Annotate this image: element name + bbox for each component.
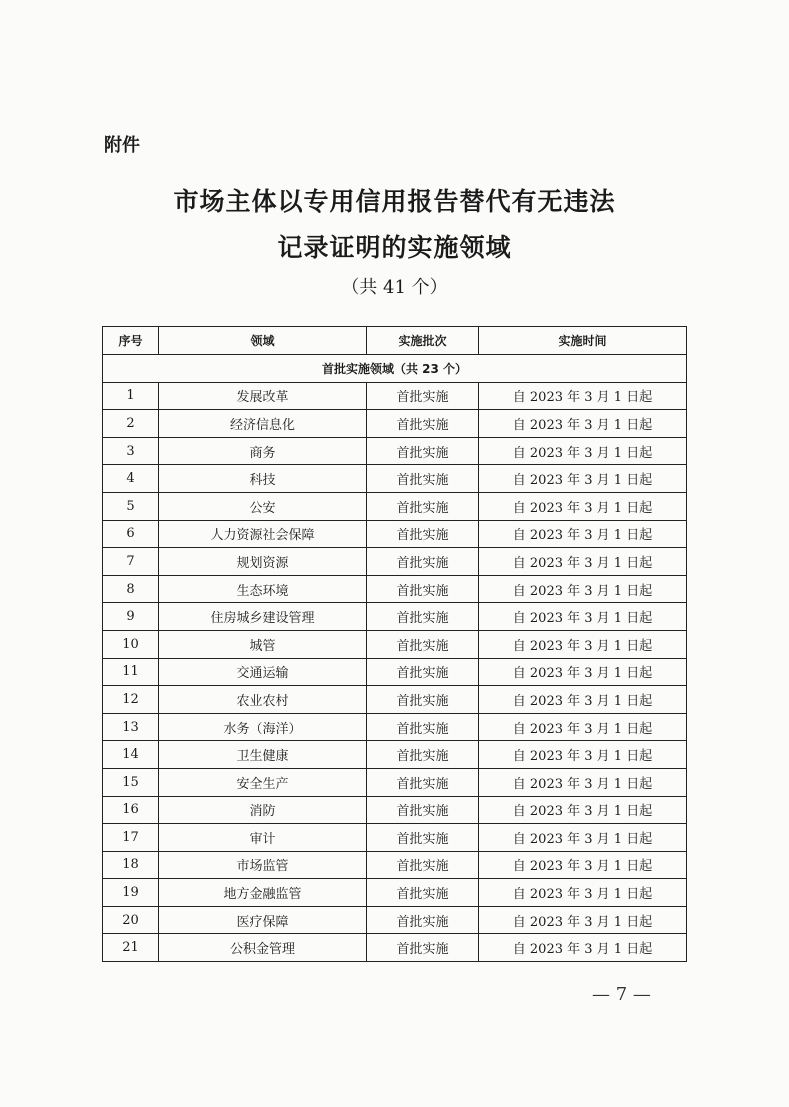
table-row [103, 465, 687, 493]
cell-time: 自 2023 年 3 月 1 日起 [479, 768, 687, 796]
table-row [103, 575, 687, 603]
cell-serial: 16 [103, 796, 159, 824]
cell-batch: 首批实施 [367, 906, 479, 934]
cell-time: 自 2023 年 3 月 1 日起 [479, 410, 687, 438]
header-serial: 序号 [103, 327, 159, 355]
cell-batch: 首批实施 [367, 713, 479, 741]
table-row [103, 603, 687, 631]
cell-batch: 首批实施 [367, 741, 479, 769]
cell-serial: 4 [103, 465, 159, 493]
table-header-row [103, 327, 687, 355]
cell-time: 自 2023 年 3 月 1 日起 [479, 934, 687, 962]
table-row [103, 879, 687, 907]
cell-domain: 规划资源 [159, 548, 367, 576]
cell-time: 自 2023 年 3 月 1 日起 [479, 437, 687, 465]
cell-time: 自 2023 年 3 月 1 日起 [479, 906, 687, 934]
cell-domain: 审计 [159, 824, 367, 852]
cell-time: 自 2023 年 3 月 1 日起 [479, 603, 687, 631]
cell-time: 自 2023 年 3 月 1 日起 [479, 575, 687, 603]
cell-serial: 10 [103, 630, 159, 658]
cell-domain: 城管 [159, 630, 367, 658]
cell-serial: 2 [103, 410, 159, 438]
cell-batch: 首批实施 [367, 934, 479, 962]
cell-domain: 人力资源社会保障 [159, 520, 367, 548]
cell-batch: 首批实施 [367, 465, 479, 493]
table-row [103, 630, 687, 658]
cell-time: 自 2023 年 3 月 1 日起 [479, 658, 687, 686]
table-row [103, 934, 687, 962]
cell-time: 自 2023 年 3 月 1 日起 [479, 465, 687, 493]
cell-serial: 5 [103, 492, 159, 520]
cell-serial: 20 [103, 906, 159, 934]
cell-batch: 首批实施 [367, 879, 479, 907]
cell-domain: 交通运输 [159, 658, 367, 686]
table-row [103, 768, 687, 796]
cell-serial: 19 [103, 879, 159, 907]
table-row [103, 851, 687, 879]
cell-batch: 首批实施 [367, 686, 479, 714]
header-domain: 领域 [159, 327, 367, 355]
cell-serial: 12 [103, 686, 159, 714]
cell-batch: 首批实施 [367, 658, 479, 686]
cell-batch: 首批实施 [367, 382, 479, 410]
cell-batch: 首批实施 [367, 492, 479, 520]
group-row [103, 355, 687, 383]
cell-time: 自 2023 年 3 月 1 日起 [479, 741, 687, 769]
cell-batch: 首批实施 [367, 630, 479, 658]
table-row [103, 548, 687, 576]
page-number: — 7 — [592, 984, 651, 1005]
table-row [103, 686, 687, 714]
table-row [103, 437, 687, 465]
count-note: （共 41 个） [341, 277, 448, 298]
table-row [103, 382, 687, 410]
document-title-line2: 记录证明的实施领域 [277, 233, 512, 262]
header-batch: 实施批次 [367, 327, 479, 355]
cell-serial: 3 [103, 437, 159, 465]
attachment-label: 附件 [104, 135, 140, 156]
cell-domain: 发展改革 [159, 382, 367, 410]
document-title-line1: 市场主体以专用信用报告替代有无违法 [173, 187, 616, 216]
cell-domain: 市场监管 [159, 851, 367, 879]
cell-domain: 卫生健康 [159, 741, 367, 769]
cell-time: 自 2023 年 3 月 1 日起 [479, 686, 687, 714]
cell-time: 自 2023 年 3 月 1 日起 [479, 382, 687, 410]
cell-domain: 科技 [159, 465, 367, 493]
cell-domain: 农业农村 [159, 686, 367, 714]
cell-domain: 水务（海洋） [159, 713, 367, 741]
cell-serial: 14 [103, 741, 159, 769]
cell-batch: 首批实施 [367, 437, 479, 465]
cell-domain: 医疗保障 [159, 906, 367, 934]
cell-serial: 6 [103, 520, 159, 548]
cell-domain: 消防 [159, 796, 367, 824]
cell-batch: 首批实施 [367, 603, 479, 631]
cell-domain: 公安 [159, 492, 367, 520]
cell-batch: 首批实施 [367, 410, 479, 438]
table-row [103, 713, 687, 741]
cell-batch: 首批实施 [367, 796, 479, 824]
cell-batch: 首批实施 [367, 824, 479, 852]
cell-domain: 公积金管理 [159, 934, 367, 962]
cell-domain: 商务 [159, 437, 367, 465]
cell-domain: 地方金融监管 [159, 879, 367, 907]
table-row [103, 658, 687, 686]
cell-time: 自 2023 年 3 月 1 日起 [479, 630, 687, 658]
cell-batch: 首批实施 [367, 575, 479, 603]
cell-serial: 18 [103, 851, 159, 879]
table-row [103, 796, 687, 824]
cell-time: 自 2023 年 3 月 1 日起 [479, 713, 687, 741]
cell-domain: 安全生产 [159, 768, 367, 796]
table-row [103, 906, 687, 934]
cell-batch: 首批实施 [367, 520, 479, 548]
cell-serial: 9 [103, 603, 159, 631]
cell-serial: 17 [103, 824, 159, 852]
cell-time: 自 2023 年 3 月 1 日起 [479, 851, 687, 879]
cell-serial: 7 [103, 548, 159, 576]
cell-serial: 21 [103, 934, 159, 962]
cell-time: 自 2023 年 3 月 1 日起 [479, 548, 687, 576]
cell-time: 自 2023 年 3 月 1 日起 [479, 824, 687, 852]
table-row [103, 410, 687, 438]
table-row [103, 824, 687, 852]
group-label: 首批实施领域（共 23 个） [103, 355, 687, 383]
table-row [103, 492, 687, 520]
cell-time: 自 2023 年 3 月 1 日起 [479, 796, 687, 824]
cell-domain: 住房城乡建设管理 [159, 603, 367, 631]
table-row [103, 520, 687, 548]
table-row [103, 741, 687, 769]
cell-batch: 首批实施 [367, 548, 479, 576]
header-time: 实施时间 [479, 327, 687, 355]
cell-domain: 经济信息化 [159, 410, 367, 438]
cell-domain: 生态环境 [159, 575, 367, 603]
cell-serial: 1 [103, 382, 159, 410]
cell-time: 自 2023 年 3 月 1 日起 [479, 492, 687, 520]
cell-batch: 首批实施 [367, 851, 479, 879]
cell-serial: 13 [103, 713, 159, 741]
cell-time: 自 2023 年 3 月 1 日起 [479, 879, 687, 907]
cell-serial: 8 [103, 575, 159, 603]
cell-serial: 11 [103, 658, 159, 686]
cell-time: 自 2023 年 3 月 1 日起 [479, 520, 687, 548]
cell-batch: 首批实施 [367, 768, 479, 796]
cell-serial: 15 [103, 768, 159, 796]
domain-table [102, 326, 687, 962]
